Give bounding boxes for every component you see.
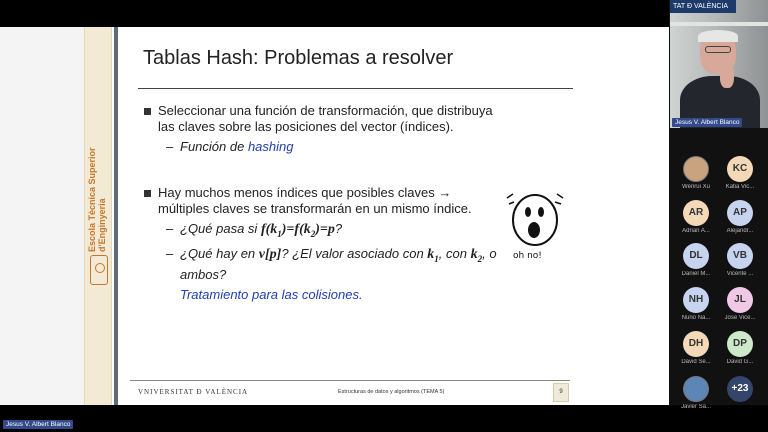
- participant-avatar: VB: [727, 243, 753, 269]
- sub-item-question-3: Tratamiento para las colisiones.: [180, 286, 363, 302]
- participant-avatar: AP: [727, 200, 753, 226]
- presenter-name-label: Jesus V. Albert Blanco: [3, 420, 73, 429]
- bullet-square-icon: [144, 190, 151, 197]
- participant-avatar: DL: [683, 243, 709, 269]
- participant-tile[interactable]: [676, 376, 716, 416]
- key-k1: $k_1$: [427, 246, 439, 264]
- participant-name: Nuño Na...: [681, 315, 711, 321]
- participant-tile[interactable]: [676, 156, 716, 196]
- participant-tile[interactable]: [676, 200, 716, 240]
- speaker-video[interactable]: [670, 0, 768, 128]
- participant-tile[interactable]: [720, 331, 760, 371]
- bullet-item: Hay muchos menos índices que posibles claves → múltiples claves se transformarán en un mismo índice.: [142, 185, 502, 217]
- page-number: 9: [553, 383, 569, 402]
- school-name: Escola Tècnica Superior d'Enginyeria: [87, 147, 107, 252]
- surprised-face-icon: [505, 190, 565, 262]
- footer-line: [130, 380, 570, 381]
- hashing-term: hashing: [247, 139, 294, 154]
- slide-divider: [114, 27, 118, 405]
- university-badge: TAT Ð VALÈNCIA: [670, 0, 736, 13]
- school-sidebar: [84, 27, 112, 405]
- participant-tile[interactable]: [720, 376, 760, 416]
- slide-left-margin: [0, 27, 84, 405]
- participant-name: David Se...: [681, 359, 711, 365]
- participant-avatar: [683, 376, 709, 402]
- collision-formula: $f(k_1)=f(k_2)=p$: [260, 222, 335, 239]
- sub-item: – Función de hashing: [166, 139, 294, 154]
- school-logo-icon: [90, 255, 108, 285]
- participant-name: David G...: [726, 359, 754, 365]
- face-caption: oh no!: [513, 251, 542, 261]
- bullet-square-icon: [144, 108, 151, 115]
- footer-course: Estructuras de datos y algoritmos (TEMA 5): [338, 389, 445, 395]
- participant-avatar: KC: [727, 156, 753, 182]
- participant-avatar: [683, 156, 709, 182]
- participant-tile[interactable]: [720, 243, 760, 283]
- sub-item-question-1: – ¿Qué pasa si $f(k_1)=f(k_2)=p$?: [166, 221, 343, 239]
- key-k2: $k_2$: [470, 246, 483, 264]
- footer-university: VNIVERSITAT Ð VALÈNCIA: [138, 388, 249, 396]
- participant-tile[interactable]: [676, 287, 716, 327]
- participant-tile[interactable]: [676, 243, 716, 283]
- participant-name: Vicente ...: [726, 271, 754, 277]
- participant-name: Jose Vice...: [724, 315, 756, 321]
- participant-avatar: AR: [683, 200, 709, 226]
- participant-tile[interactable]: [676, 331, 716, 371]
- participant-name: Wenrui Xu: [682, 184, 710, 190]
- participant-name: Adrian A...: [682, 228, 710, 234]
- participant-name: Katia Vic...: [725, 184, 755, 190]
- participant-name: Daniel M...: [681, 271, 711, 277]
- participant-avatar: DP: [727, 331, 753, 357]
- participant-avatar: DH: [683, 331, 709, 357]
- participant-avatar: NH: [683, 287, 709, 313]
- participant-tile[interactable]: [720, 200, 760, 240]
- participant-name: Javier Sa...: [680, 404, 711, 410]
- participant-avatar: +23: [727, 376, 753, 402]
- shared-slide: [0, 27, 669, 405]
- participant-tile[interactable]: [720, 287, 760, 327]
- sub-item-question-2: – ¿Qué hay en v[p]? ¿El valor asociado con $k_1$, con $k_2$, o ambos?: [166, 245, 497, 282]
- bullet-item: Seleccionar una función de transformación, que distribuya las claves sobre las posiciones del vector (índices).: [142, 103, 502, 135]
- slide-title: Tablas Hash: Problemas a resolver: [143, 47, 454, 69]
- slide-content: [142, 103, 502, 307]
- participant-tile[interactable]: [720, 156, 760, 196]
- participant-name: Alejandr...: [726, 228, 754, 234]
- speaker-name-label: Jesus V. Albert Blanco: [672, 118, 742, 127]
- participant-avatar: JL: [727, 287, 753, 313]
- title-underline: [138, 88, 573, 89]
